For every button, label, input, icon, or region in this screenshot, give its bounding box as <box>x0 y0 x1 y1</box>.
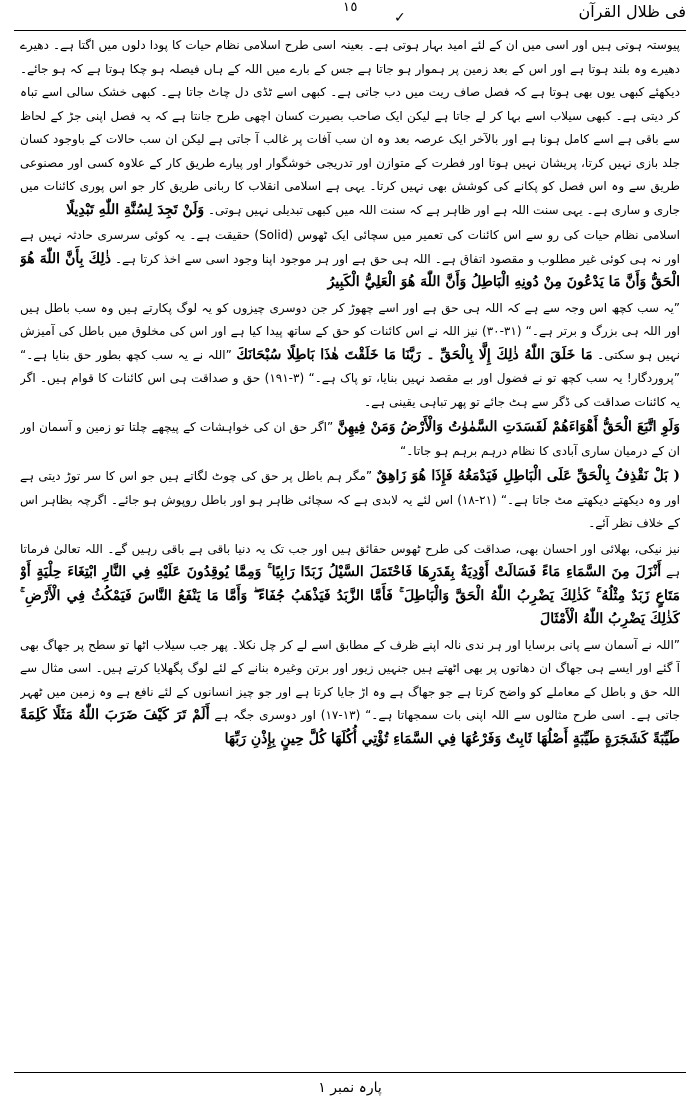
paragraph <box>20 297 680 415</box>
page-body <box>20 34 680 1068</box>
page-number: ١٥ <box>342 0 358 15</box>
paragraph <box>20 538 680 632</box>
paragraph-text: ”اللہ نے آسمان سے پانی برسایا اور ہر ندی نالہ اپنے ظرف کے مطابق اسے لے کر چل نکلا۔ پھر جب سیلاب اٹھا تو سطح پر جھاگ بھی آ گئے اور ایسے ہی جھاگ ان دھاتوں پر بھی اٹھتے ہیں جنہیں زیور اور برتن وغیرہ بنانے کے لئے لوگ پگھلایا کرتے ہیں۔ اسی مثال سے اللہ حق و باطل کے معاملے کو واضح کرتا ہے جو جھاگ ہے وہ اڑ جایا کرتا ہے اور جو چیز انسانوں کے لئے نافع ہے وہ زمین میں ٹھہر جاتی ہے۔ اسی طرح مثالوں سے اللہ اپنی بات سمجھاتا ہے۔“ (١٣-١٧) اور دوسری جگہ ہے <box>20 637 680 722</box>
paragraph-text: ”اللہ نے یہ سب کچھ بطور حق بنایا ہے۔“ ”پروردگار! یہ سب کچھ تو نے فضول اور بے مقصد نہیں بنایا، تو پاک ہے۔“ (٣-١٩١) حق و صداقت ہی اس کائنات کا قوام ہیں۔ اگر یہ کائنات صداقت کی ڈگر سے ہٹ جائے تو پھر تباہی یقینی ہے۔ <box>20 347 680 409</box>
paragraph-text: پیوستہ ہوتی ہیں اور اسی میں ان کے لئے امید بہار ہوتی ہے۔ بعینہ اسی طرح اسلامی نظام حیات کا پودا دلوں میں اگتا ہے۔ دھیرے دھیرے وہ بلند ہوتا ہے اور اس کے بعد زمین پر ہموار ہو جاتا ہے جس کے بارے میں اللہ کے ہاں فیصلہ ہو چکا ہوتا ہے کہ ہو جائے۔ دیکھئے کبھی یوں بھی ہوتا ہے کہ فصل صاف ریت میں دب جاتی ہے۔ کبھی اسے ٹڈی دل چاٹ جاتا ہے۔ کبھی خشک سالی اسے تباہ کر دیتی ہے۔ کبھی سیلاب اسے بہا کر لے جاتا ہے لیکن ایک صاحب بصیرت کسان اچھی طرح جانتا ہے کہ یہ فصل اپنی جڑ کے لحاظ سے باقی ہے اسے کامل ہونا ہے اور بالآخر ایک عرصہ بعد وہ ان سب آفات پر غالب آ جاتی ہے لیکن ان سب حالات کے باوجود کسان جلد بازی نہیں کرتا، پریشان نہیں ہوتا اور فطرت کے متوازن اور تدریجی خوشگوار اور پیارے طریق کار کے علاوہ کسی اور مصنوعی طریق سے وہ اس فصل کو پکانے کی کوشش بھی نہیں کرتا۔ یہی ہے اسلامی انقلاب کا ربانی طریق کار جو اس پوری کائنات میں جاری و ساری ہے۔ یہی سنت اللہ ہے اور ظاہر ہے کہ سنت اللہ میں کبھی تبدیلی نہیں ہوتی۔ <box>20 38 680 217</box>
paragraph-text: اسلامی نظام حیات کی رو سے اس کائنات کی تعمیر میں سچائی ایک ٹھوس (Solid) حقیقت ہے۔ یہ کوئی سرسری حادثہ نہیں ہے اور نہ ہی کوئی غیر مطلوب و مقصود اتفاق ہے۔ اللہ ہی حق ہے اور ہر موجود اپنا وجود اسی سے اخذ کرتا ہے۔ <box>20 228 680 266</box>
quran-verse: أَلَمْ تَرَ كَيْفَ ضَرَبَ اللّٰهُ مَثَلًا كَلِمَةً طَيِّبَةً كَشَجَرَةٍ طَيِّبَةٍ أَصْلُهَا ثَابِتٌ وَفَرْعُهَا فِي السَّمَاءِ تُؤْتِي أُكُلَهَا كُلَّ حِينٍ بِإِذْنِ رَبِّهَا <box>20 707 680 747</box>
header-rule <box>14 30 686 31</box>
quran-verse: وَلَنْ تَجِدَ لِسُنَّةِ اللّٰهِ تَبْدِيلًا <box>66 201 205 218</box>
quran-verse: ذٰلِكَ بِأَنَّ اللّٰهَ هُوَ الْحَقُّ وَأَنَّ مَا يَدْعُونَ مِنْ دُونِهِ الْبَاطِلُ وَأَنَّ اللّٰهَ هُوَ الْعَلِيُّ الْكَبِيرُ <box>20 250 680 290</box>
footer-rule <box>14 1072 686 1073</box>
paragraph-text: ”اگر حق ان کی خواہشات کے پیچھے چلتا تو زمین و آسمان اور ان کے درمیان ساری آبادی کا نظام درہم برہم ہو جاتا۔“ <box>20 420 680 458</box>
page-footer: پارہ نمبر ١ <box>318 1080 382 1096</box>
quran-verse: مَا خَلَقَ اللّٰهُ ذٰلِكَ إِلَّا بِالْحَقِّ ۔ رَبَّنَا مَا خَلَقْتَ هٰذَا بَاطِلًا سُبْحَانَكَ <box>236 346 593 363</box>
paragraph <box>20 634 680 752</box>
paragraph <box>20 416 680 463</box>
paragraph-text: ”یہ سب کچھ اس وجہ سے ہے کہ اللہ ہی حق ہے اور اسے چھوڑ کر جن دوسری چیزوں کو یہ لوگ پکارتے ہیں وہ سب باطل ہیں اور اللہ ہی بزرگ و برتر ہے۔“ (٣١-٣٠) نیز اللہ نے اس کائنات کو حق کے ساتھ پیدا کیا ہے اور اس کی مخلوق میں باطل کی آمیزش نہیں ہو سکتی۔ <box>20 300 680 362</box>
paragraph <box>20 224 680 295</box>
paragraph <box>20 465 680 536</box>
quran-verse: أَنْزَلَ مِنَ السَّمَاءِ مَاءً فَسَالَتْ أَوْدِيَةٌ بِقَدَرِهَا فَاحْتَمَلَ السَّيْلُ زَبَدًا رَابِيًا ۚ وَمِمَّا يُوقِدُونَ عَلَيْهِ فِي النَّارِ ابْتِغَاءَ حِلْيَةٍ أَوْ مَتَاعٍ زَبَدٌ مِثْلُهُ ۚ كَذٰلِكَ يَضْرِبُ اللّٰهُ الْحَقَّ وَالْبَاطِلَ ۚ فَأَمَّا الزَّبَدُ فَيَذْهَبُ جُفَاءً ۖ وَأَمَّا مَا يَنْفَعُ النَّاسَ فَيَمْكُثُ فِي الْأَرْضِ ۚ كَذٰلِكَ يَضْرِبُ اللّٰهُ الْأَمْثَالَ <box>20 564 680 627</box>
running-title: فی ظلال القرآن <box>578 2 686 21</box>
paragraph-text: نیز نیکی، بھلائی اور احسان بھی، صداقت کی طرح ٹھوس حقائق ہیں اور جب تک یہ دنیا باقی ہے باقی رہیں گے۔ اللہ تعالیٰ فرماتا ہے <box>20 541 680 579</box>
page-header <box>14 2 686 28</box>
paragraph <box>20 34 680 222</box>
paragraph-text: ”مگر ہم باطل پر حق کی چوٹ لگاتے ہیں جو اس کا سر توڑ دیتی ہے اور وہ دیکھتے دیکھتے مٹ جاتا ہے۔“ (٢١-١٨) اس لئے یہ لابدی ہے کہ سچائی ظاہر ہو اور باطل روپوش ہو جائے۔ اگرچہ بظاہر اس کے خلاف نظر آئے۔ <box>20 469 680 530</box>
check-mark-icon: ✓ <box>394 10 406 26</box>
quran-verse: وَلَوِ اتَّبَعَ الْحَقُّ أَهْوَاءَهُمْ لَفَسَدَتِ السَّمٰوٰتُ وَالْأَرْضُ وَمَنْ فِيهِنَّ <box>337 419 680 435</box>
quran-verse: ( بَلْ نَقْذِفُ بِالْحَقِّ عَلَى الْبَاطِلِ فَيَدْمَغُهُ فَإِذَا هُوَ زَاهِقٌ <box>376 468 680 484</box>
